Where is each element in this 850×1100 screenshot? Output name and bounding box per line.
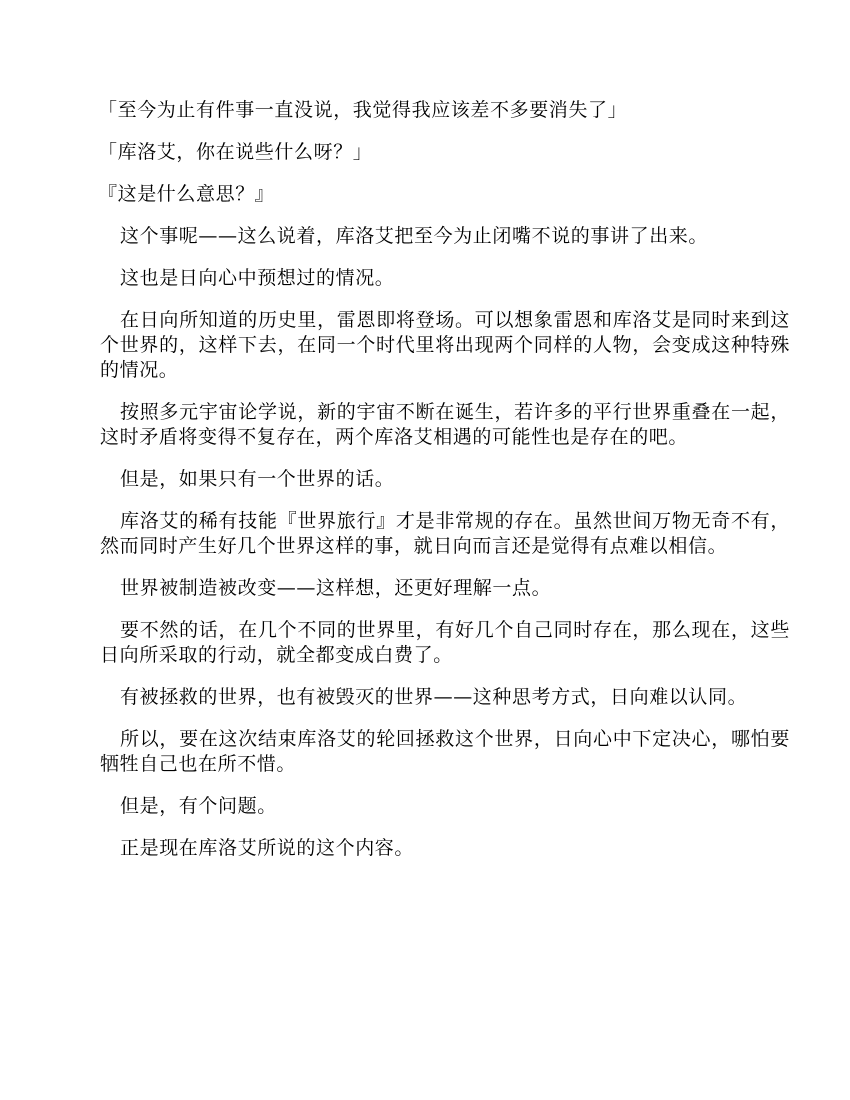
narration-paragraph: 要不然的话，在几个不同的世界里，有好几个自己同时存在，那么现在，这些日向所采取的行动，就全都变成白费了。 [100,619,790,666]
narration-paragraph: 所以，要在这次结束库洛艾的轮回拯救这个世界，日向心中下定决心，哪怕要牺牲自己也在所不惜。 [100,728,790,775]
narration-paragraph: 在日向所知道的历史里，雷恩即将登场。可以想象雷恩和库洛艾是同时来到这个世界的，这样下去，在同一个时代里将出现两个同样的人物，会变成这种特殊的情况。 [100,309,790,381]
narration-paragraph: 世界被制造被改变——这样想，还更好理解一点。 [120,577,552,599]
narration-paragraph: 这也是日向心中预想过的情况。 [120,267,395,289]
narration-paragraph: 按照多元宇宙论学说，新的宇宙不断在诞生，若许多的平行世界重叠在一起，这时矛盾将变得不复存在，两个库洛艾相遇的可能性也是存在的吧。 [100,401,790,448]
narration-paragraph: 但是，如果只有一个世界的话。 [120,468,395,490]
dialogue-line: 『这是什么意思？』 [98,183,275,205]
narration-paragraph: 但是，有个问题。 [120,795,277,817]
narration-paragraph: 库洛艾的稀有技能『世界旅行』才是非常规的存在。虽然世间万物无奇不有，然而同时产生好几个世界这样的事，就日向而言还是觉得有点难以相信。 [100,510,790,557]
narration-paragraph: 这个事呢——这么说着，库洛艾把至今为止闭嘴不说的事讲了出来。 [120,225,709,247]
narration-paragraph: 正是现在库洛艾所说的这个内容。 [120,837,415,859]
dialogue-line: 「库洛艾，你在说些什么呀？」 [98,141,373,163]
narration-paragraph: 有被拯救的世界，也有被毁灭的世界——这种思考方式，日向难以认同。 [120,686,748,708]
dialogue-line: 「至今为止有件事一直没说，我觉得我应该差不多要消失了」 [98,99,628,121]
